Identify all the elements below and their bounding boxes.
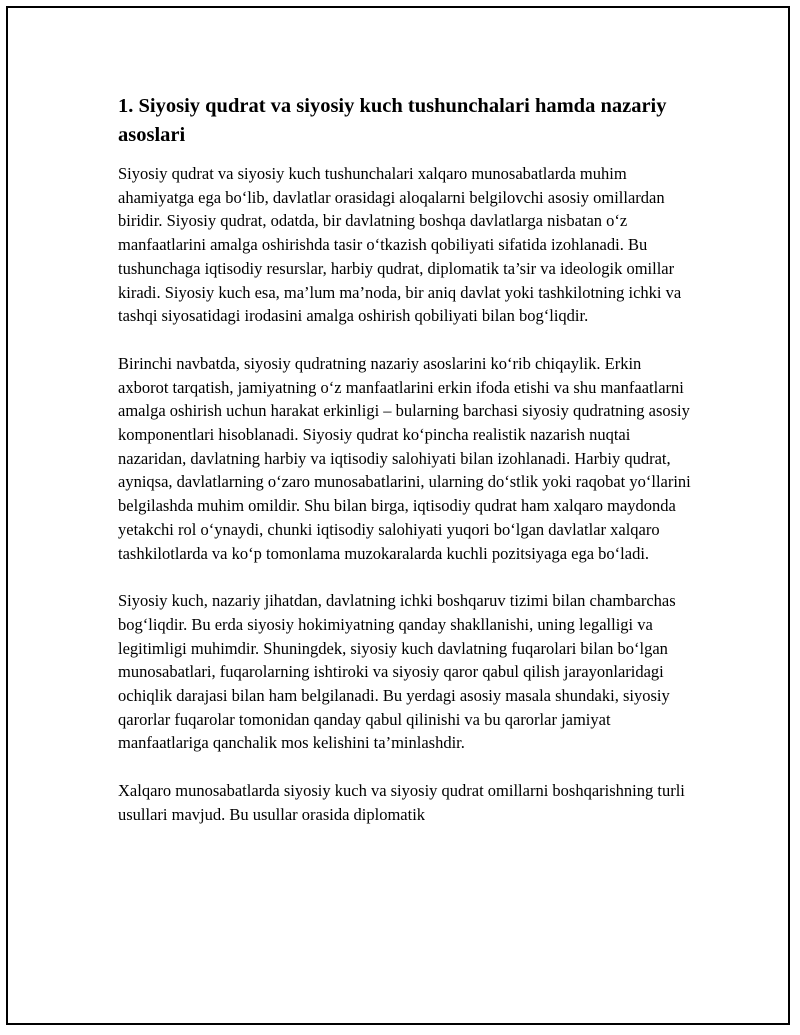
paragraph-2: Birinchi navbatda, siyosiy qudratning nazariy asoslarini ko‘rib chiqaylik. Erkin axborot tarqatish, jamiyatning o‘z manfaatlarini erkin ifoda etishi va shu manfaatlarni amalga oshirish uchun harakat erkinligi – bularning barchasi siyosiy qudratning asosiy komponentlari hisoblanadi. Siyosiy qudrat ko‘pincha realistik nazarish nuqtai nazaridan, davlatning harbiy va iqtisodiy salohiyati bilan izohlanadi. Harbiy qudrat, ayniqsa, davlatlarning o‘zaro munosabatlarini, ularning do‘stlik yoki raqobat yo‘llarini belgilashda muhim omildir. Shu bilan birga, iqtisodiy qudrat ham xalqaro maydonda yetakchi rol o‘ynaydi, chunki iqtisodiy salohiyati yuqori bo‘lgan davlatlar xalqaro tashkilotlarda va ko‘p tomonlama muzokaralarda kuchli pozitsiyaga ega bo‘ladi. — [118, 353, 691, 563]
paragraph-3: Siyosiy kuch, nazariy jihatdan, davlatning ichki boshqaruv tizimi bilan chambarchas bog‘liqdir. Bu erda siyosiy hokimiyatning qanday shakllanishi, uning legalligi va legitimligi muhimdir. Shuningdek, siyosiy kuch davlatning fuqarolari bilan bo‘lgan munosabatlari, fuqarolarning ishtiroki va siyosiy qaror qabul qilish jarayonlaridagi ochiqlik darajasi bilan ham belgilanadi. Bu yerdagi asosiy masala shundaki, siyosiy qarorlar fuqarolar tomonidan qanday qabul qilinishi va bu qarorlar jamiyat manfaatlariga qanchalik mos kelishini ta’minlashdir. — [118, 591, 676, 753]
paragraph-4: Xalqaro munosabatlarda siyosiy kuch va siyosiy qudrat omillarni boshqarishning turli usullari mavjud. Bu usullar orasida diplomatik — [118, 781, 685, 824]
document-body — [118, 92, 692, 851]
section-heading: 1. Siyosiy qudrat va siyosiy kuch tushunchalari hamda nazariy asoslari — [118, 95, 667, 146]
paragraph-1: Siyosiy qudrat va siyosiy kuch tushunchalari xalqaro munosabatlarda muhim ahamiyatga ega bo‘lib, davlatlar orasidagi aloqalarni belgilovchi asosiy omillardan biridir. Siyosiy qudrat, odatda, bir davlatning boshqa davlatlarga nisbatan o‘z manfaatlarini amalga oshirishda tasir o‘tkazish qobiliyati sifatida izohlanadi. Bu tushunchaga iqtisodiy resurslar, harbiy qudrat, diplomatik ta’sir va ideologik omillar kiradi. Siyosiy kuch esa, ma’lum ma’noda, bir aniq davlat yoki tashkilotning ichki va tashqi siyosatidagi irodasini amalga oshirish qobiliyati bilan bog‘liqdir. — [118, 164, 682, 326]
